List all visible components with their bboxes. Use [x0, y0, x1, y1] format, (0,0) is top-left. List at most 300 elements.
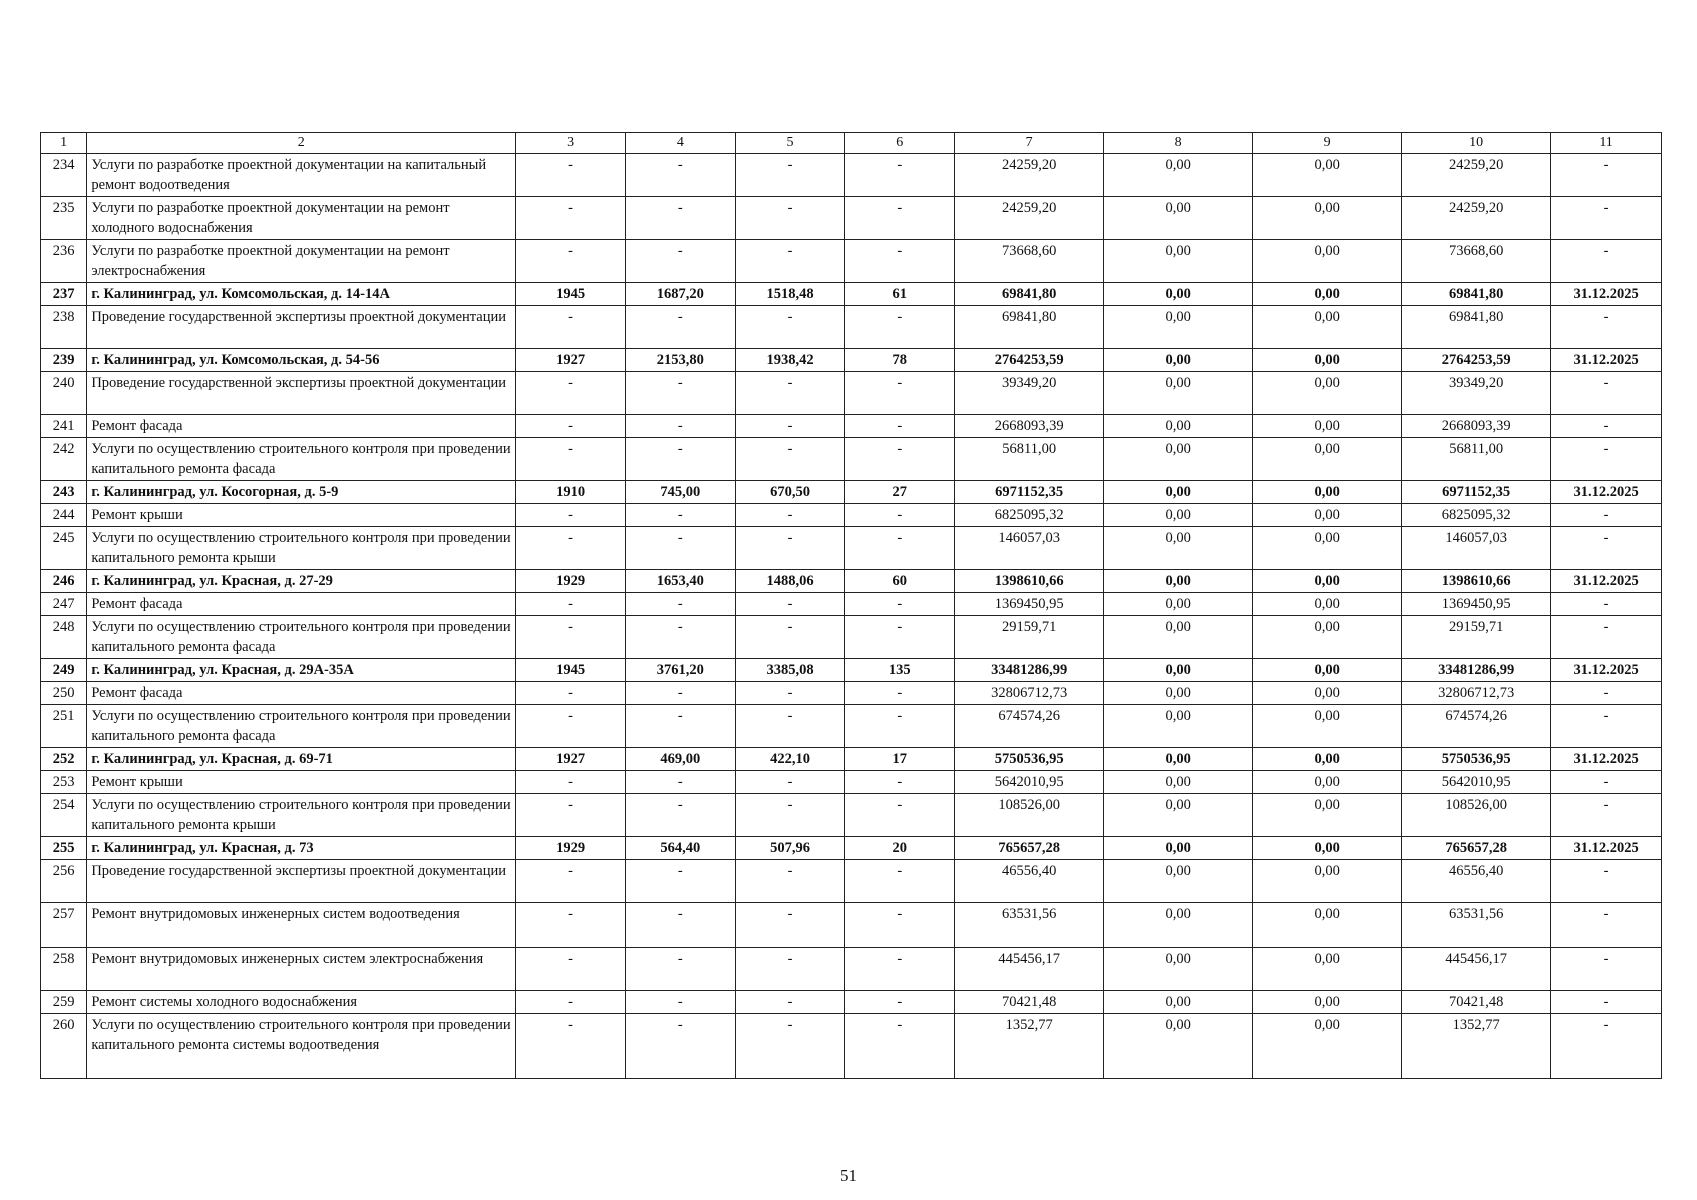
col5-cell: -: [735, 306, 845, 349]
col6-cell: 78: [845, 349, 955, 372]
col4-cell: 469,00: [625, 748, 735, 771]
work-item-row: [41, 415, 1662, 438]
col6-cell: -: [845, 705, 955, 748]
col3-cell: 1927: [516, 349, 626, 372]
row-number-cell: 252: [41, 748, 87, 771]
col7-cell: 5750536,95: [955, 748, 1104, 771]
col5-cell: -: [735, 682, 845, 705]
col8-cell: 0,00: [1104, 504, 1253, 527]
col10-cell: 2764253,59: [1402, 349, 1551, 372]
work-name-cell: Ремонт крыши: [87, 504, 516, 527]
work-item-row: [41, 593, 1662, 616]
col4-cell: -: [625, 991, 735, 1014]
col9-cell: 0,00: [1253, 481, 1402, 504]
col4-cell: -: [625, 415, 735, 438]
col7-cell: 70421,48: [955, 991, 1104, 1014]
col11-cell: -: [1551, 372, 1662, 415]
col3-cell: -: [516, 197, 626, 240]
col4-cell: -: [625, 903, 735, 948]
col6-cell: 60: [845, 570, 955, 593]
col7-cell: 445456,17: [955, 948, 1104, 991]
col11-cell: -: [1551, 903, 1662, 948]
col4-cell: -: [625, 771, 735, 794]
col6-cell: -: [845, 438, 955, 481]
house-address-row: [41, 659, 1662, 682]
col3-cell: -: [516, 616, 626, 659]
work-item-row: [41, 197, 1662, 240]
col9-cell: 0,00: [1253, 794, 1402, 837]
col5-cell: 1488,06: [735, 570, 845, 593]
work-name-cell: г. Калининград, ул. Красная, д. 69-71: [87, 748, 516, 771]
work-item-row: [41, 1014, 1662, 1079]
col6-cell: -: [845, 948, 955, 991]
col3-cell: -: [516, 794, 626, 837]
col6-cell: 17: [845, 748, 955, 771]
col11-cell: 31.12.2025: [1551, 349, 1662, 372]
col9-cell: 0,00: [1253, 570, 1402, 593]
col7-cell: 5642010,95: [955, 771, 1104, 794]
col8-cell: 0,00: [1104, 1014, 1253, 1079]
col10-cell: 69841,80: [1402, 306, 1551, 349]
work-item-row: [41, 527, 1662, 570]
work-item-row: [41, 860, 1662, 903]
col8-cell: 0,00: [1104, 837, 1253, 860]
col10-cell: 24259,20: [1402, 154, 1551, 197]
col3-cell: -: [516, 372, 626, 415]
col3-cell: 1945: [516, 283, 626, 306]
col11-cell: -: [1551, 991, 1662, 1014]
column-header: 4: [625, 133, 735, 154]
col4-cell: -: [625, 1014, 735, 1079]
col5-cell: -: [735, 527, 845, 570]
col3-cell: -: [516, 415, 626, 438]
work-name-cell: Услуги по осуществлению строительного контроля при проведении капитального ремонта фасада: [87, 438, 516, 481]
col10-cell: 765657,28: [1402, 837, 1551, 860]
col8-cell: 0,00: [1104, 240, 1253, 283]
col9-cell: 0,00: [1253, 860, 1402, 903]
col3-cell: 1929: [516, 570, 626, 593]
col8-cell: 0,00: [1104, 794, 1253, 837]
row-number-cell: 246: [41, 570, 87, 593]
row-number-cell: 259: [41, 991, 87, 1014]
work-name-cell: Ремонт системы холодного водоснабжения: [87, 991, 516, 1014]
col9-cell: 0,00: [1253, 415, 1402, 438]
col4-cell: 745,00: [625, 481, 735, 504]
col9-cell: 0,00: [1253, 372, 1402, 415]
col11-cell: -: [1551, 682, 1662, 705]
work-item-row: [41, 903, 1662, 948]
col7-cell: 69841,80: [955, 283, 1104, 306]
col4-cell: -: [625, 372, 735, 415]
col7-cell: 24259,20: [955, 154, 1104, 197]
col11-cell: -: [1551, 438, 1662, 481]
house-address-row: [41, 283, 1662, 306]
col8-cell: 0,00: [1104, 771, 1253, 794]
col9-cell: 0,00: [1253, 903, 1402, 948]
col5-cell: 1938,42: [735, 349, 845, 372]
work-item-row: [41, 240, 1662, 283]
work-item-row: [41, 705, 1662, 748]
col5-cell: -: [735, 504, 845, 527]
col4-cell: 2153,80: [625, 349, 735, 372]
col11-cell: -: [1551, 240, 1662, 283]
col5-cell: -: [735, 771, 845, 794]
col6-cell: -: [845, 240, 955, 283]
repair-program-table: [40, 132, 1662, 1079]
col10-cell: 108526,00: [1402, 794, 1551, 837]
col7-cell: 29159,71: [955, 616, 1104, 659]
col4-cell: -: [625, 794, 735, 837]
col5-cell: 422,10: [735, 748, 845, 771]
col4-cell: -: [625, 240, 735, 283]
col11-cell: -: [1551, 306, 1662, 349]
work-item-row: [41, 372, 1662, 415]
col5-cell: 670,50: [735, 481, 845, 504]
column-header: 2: [87, 133, 516, 154]
work-name-cell: Услуги по разработке проектной документации на ремонт холодного водоснабжения: [87, 197, 516, 240]
work-name-cell: Проведение государственной экспертизы проектной документации: [87, 372, 516, 415]
col9-cell: 0,00: [1253, 659, 1402, 682]
col9-cell: 0,00: [1253, 948, 1402, 991]
col9-cell: 0,00: [1253, 1014, 1402, 1079]
col8-cell: 0,00: [1104, 283, 1253, 306]
col4-cell: 3761,20: [625, 659, 735, 682]
col3-cell: -: [516, 154, 626, 197]
col7-cell: 146057,03: [955, 527, 1104, 570]
repair-program-table-sheet: [40, 132, 1662, 1079]
col5-cell: -: [735, 948, 845, 991]
work-item-row: [41, 154, 1662, 197]
col9-cell: 0,00: [1253, 991, 1402, 1014]
col3-cell: -: [516, 903, 626, 948]
col10-cell: 33481286,99: [1402, 659, 1551, 682]
work-name-cell: г. Калининград, ул. Красная, д. 27-29: [87, 570, 516, 593]
col5-cell: 1518,48: [735, 283, 845, 306]
col10-cell: 2668093,39: [1402, 415, 1551, 438]
page-number: 51: [840, 1166, 857, 1185]
work-item-row: [41, 438, 1662, 481]
work-item-row: [41, 771, 1662, 794]
col7-cell: 63531,56: [955, 903, 1104, 948]
row-number-cell: 249: [41, 659, 87, 682]
col11-cell: -: [1551, 616, 1662, 659]
col9-cell: 0,00: [1253, 306, 1402, 349]
col7-cell: 73668,60: [955, 240, 1104, 283]
column-header: 5: [735, 133, 845, 154]
col8-cell: 0,00: [1104, 593, 1253, 616]
col3-cell: 1927: [516, 748, 626, 771]
row-number-cell: 244: [41, 504, 87, 527]
col6-cell: -: [845, 527, 955, 570]
col10-cell: 6825095,32: [1402, 504, 1551, 527]
col7-cell: 2764253,59: [955, 349, 1104, 372]
col4-cell: 1653,40: [625, 570, 735, 593]
col5-cell: 3385,08: [735, 659, 845, 682]
row-number-cell: 243: [41, 481, 87, 504]
house-address-row: [41, 481, 1662, 504]
row-number-cell: 247: [41, 593, 87, 616]
col11-cell: 31.12.2025: [1551, 570, 1662, 593]
col6-cell: 135: [845, 659, 955, 682]
col5-cell: 507,96: [735, 837, 845, 860]
col9-cell: 0,00: [1253, 705, 1402, 748]
col5-cell: -: [735, 593, 845, 616]
col11-cell: -: [1551, 197, 1662, 240]
col3-cell: -: [516, 948, 626, 991]
col10-cell: 70421,48: [1402, 991, 1551, 1014]
col9-cell: 0,00: [1253, 527, 1402, 570]
col7-cell: 39349,20: [955, 372, 1104, 415]
col6-cell: -: [845, 372, 955, 415]
col6-cell: -: [845, 860, 955, 903]
work-name-cell: г. Калининград, ул. Красная, д. 29А-35А: [87, 659, 516, 682]
row-number-cell: 245: [41, 527, 87, 570]
col7-cell: 6971152,35: [955, 481, 1104, 504]
col6-cell: -: [845, 1014, 955, 1079]
work-item-row: [41, 794, 1662, 837]
col9-cell: 0,00: [1253, 593, 1402, 616]
col4-cell: -: [625, 682, 735, 705]
work-item-row: [41, 991, 1662, 1014]
col10-cell: 5750536,95: [1402, 748, 1551, 771]
col9-cell: 0,00: [1253, 283, 1402, 306]
col5-cell: -: [735, 991, 845, 1014]
col3-cell: -: [516, 593, 626, 616]
col8-cell: 0,00: [1104, 527, 1253, 570]
col6-cell: -: [845, 771, 955, 794]
col4-cell: -: [625, 860, 735, 903]
col7-cell: 56811,00: [955, 438, 1104, 481]
row-number-cell: 257: [41, 903, 87, 948]
column-header: 8: [1104, 133, 1253, 154]
col7-cell: 69841,80: [955, 306, 1104, 349]
col10-cell: 146057,03: [1402, 527, 1551, 570]
work-name-cell: Услуги по осуществлению строительного контроля при проведении капитального ремонта фасада: [87, 705, 516, 748]
col5-cell: -: [735, 794, 845, 837]
column-number-header-row: [41, 133, 1662, 154]
col10-cell: 1369450,95: [1402, 593, 1551, 616]
row-number-cell: 255: [41, 837, 87, 860]
col8-cell: 0,00: [1104, 197, 1253, 240]
column-header: 3: [516, 133, 626, 154]
column-header: 6: [845, 133, 955, 154]
col4-cell: -: [625, 705, 735, 748]
work-name-cell: г. Калининград, ул. Красная, д. 73: [87, 837, 516, 860]
col7-cell: 24259,20: [955, 197, 1104, 240]
col11-cell: -: [1551, 504, 1662, 527]
col5-cell: -: [735, 860, 845, 903]
col5-cell: -: [735, 903, 845, 948]
col5-cell: -: [735, 616, 845, 659]
col6-cell: -: [845, 682, 955, 705]
col5-cell: -: [735, 197, 845, 240]
row-number-cell: 240: [41, 372, 87, 415]
work-name-cell: Проведение государственной экспертизы проектной документации: [87, 860, 516, 903]
col7-cell: 765657,28: [955, 837, 1104, 860]
col7-cell: 6825095,32: [955, 504, 1104, 527]
col8-cell: 0,00: [1104, 748, 1253, 771]
col6-cell: 20: [845, 837, 955, 860]
col11-cell: -: [1551, 593, 1662, 616]
row-number-cell: 254: [41, 794, 87, 837]
row-number-cell: 260: [41, 1014, 87, 1079]
work-name-cell: Услуги по осуществлению строительного контроля при проведении капитального ремонта крыши: [87, 527, 516, 570]
col3-cell: -: [516, 306, 626, 349]
col8-cell: 0,00: [1104, 991, 1253, 1014]
col4-cell: -: [625, 197, 735, 240]
col3-cell: -: [516, 771, 626, 794]
col11-cell: 31.12.2025: [1551, 659, 1662, 682]
col11-cell: 31.12.2025: [1551, 481, 1662, 504]
col3-cell: 1929: [516, 837, 626, 860]
work-name-cell: Проведение государственной экспертизы проектной документации: [87, 306, 516, 349]
table-body: [41, 133, 1662, 1079]
col6-cell: 61: [845, 283, 955, 306]
col8-cell: 0,00: [1104, 372, 1253, 415]
col8-cell: 0,00: [1104, 438, 1253, 481]
col10-cell: 1352,77: [1402, 1014, 1551, 1079]
col6-cell: -: [845, 991, 955, 1014]
col10-cell: 69841,80: [1402, 283, 1551, 306]
col4-cell: 564,40: [625, 837, 735, 860]
col10-cell: 674574,26: [1402, 705, 1551, 748]
col6-cell: -: [845, 616, 955, 659]
col7-cell: 1352,77: [955, 1014, 1104, 1079]
col3-cell: -: [516, 504, 626, 527]
work-name-cell: Услуги по осуществлению строительного контроля при проведении капитального ремонта системы водоотведения: [87, 1014, 516, 1079]
col6-cell: -: [845, 903, 955, 948]
col7-cell: 1369450,95: [955, 593, 1104, 616]
col8-cell: 0,00: [1104, 682, 1253, 705]
work-name-cell: г. Калининград, ул. Комсомольская, д. 54-56: [87, 349, 516, 372]
col7-cell: 108526,00: [955, 794, 1104, 837]
row-number-cell: 236: [41, 240, 87, 283]
house-address-row: [41, 570, 1662, 593]
col11-cell: 31.12.2025: [1551, 283, 1662, 306]
col7-cell: 46556,40: [955, 860, 1104, 903]
col10-cell: 24259,20: [1402, 197, 1551, 240]
col7-cell: 674574,26: [955, 705, 1104, 748]
col10-cell: 46556,40: [1402, 860, 1551, 903]
col3-cell: -: [516, 438, 626, 481]
col8-cell: 0,00: [1104, 616, 1253, 659]
col8-cell: 0,00: [1104, 948, 1253, 991]
col5-cell: -: [735, 438, 845, 481]
col4-cell: 1687,20: [625, 283, 735, 306]
col8-cell: 0,00: [1104, 349, 1253, 372]
col8-cell: 0,00: [1104, 306, 1253, 349]
col10-cell: 5642010,95: [1402, 771, 1551, 794]
column-header: 10: [1402, 133, 1551, 154]
col8-cell: 0,00: [1104, 903, 1253, 948]
col9-cell: 0,00: [1253, 837, 1402, 860]
house-address-row: [41, 349, 1662, 372]
col9-cell: 0,00: [1253, 616, 1402, 659]
row-number-cell: 253: [41, 771, 87, 794]
col11-cell: 31.12.2025: [1551, 748, 1662, 771]
col3-cell: 1945: [516, 659, 626, 682]
col5-cell: -: [735, 240, 845, 283]
col4-cell: -: [625, 504, 735, 527]
column-header: 11: [1551, 133, 1662, 154]
row-number-cell: 250: [41, 682, 87, 705]
col10-cell: 445456,17: [1402, 948, 1551, 991]
col4-cell: -: [625, 306, 735, 349]
row-number-cell: 237: [41, 283, 87, 306]
row-number-cell: 256: [41, 860, 87, 903]
col4-cell: -: [625, 154, 735, 197]
col8-cell: 0,00: [1104, 481, 1253, 504]
col3-cell: -: [516, 991, 626, 1014]
row-number-cell: 238: [41, 306, 87, 349]
work-name-cell: Услуги по осуществлению строительного контроля при проведении капитального ремонта крыши: [87, 794, 516, 837]
col9-cell: 0,00: [1253, 154, 1402, 197]
col8-cell: 0,00: [1104, 415, 1253, 438]
row-number-cell: 258: [41, 948, 87, 991]
col11-cell: -: [1551, 154, 1662, 197]
work-item-row: [41, 504, 1662, 527]
col4-cell: -: [625, 527, 735, 570]
col9-cell: 0,00: [1253, 349, 1402, 372]
work-name-cell: Ремонт фасада: [87, 682, 516, 705]
col3-cell: -: [516, 705, 626, 748]
col10-cell: 1398610,66: [1402, 570, 1551, 593]
col4-cell: -: [625, 948, 735, 991]
col6-cell: -: [845, 415, 955, 438]
col6-cell: -: [845, 154, 955, 197]
col6-cell: -: [845, 504, 955, 527]
col5-cell: -: [735, 705, 845, 748]
col7-cell: 2668093,39: [955, 415, 1104, 438]
work-item-row: [41, 616, 1662, 659]
col7-cell: 1398610,66: [955, 570, 1104, 593]
col11-cell: -: [1551, 415, 1662, 438]
col5-cell: -: [735, 372, 845, 415]
col5-cell: -: [735, 1014, 845, 1079]
col5-cell: -: [735, 154, 845, 197]
col10-cell: 63531,56: [1402, 903, 1551, 948]
col9-cell: 0,00: [1253, 748, 1402, 771]
column-header: 1: [41, 133, 87, 154]
col6-cell: 27: [845, 481, 955, 504]
col10-cell: 39349,20: [1402, 372, 1551, 415]
row-number-cell: 241: [41, 415, 87, 438]
col11-cell: -: [1551, 948, 1662, 991]
work-item-row: [41, 306, 1662, 349]
col9-cell: 0,00: [1253, 682, 1402, 705]
col9-cell: 0,00: [1253, 771, 1402, 794]
work-name-cell: г. Калининград, ул. Комсомольская, д. 14-14А: [87, 283, 516, 306]
col3-cell: -: [516, 860, 626, 903]
col3-cell: -: [516, 682, 626, 705]
col9-cell: 0,00: [1253, 240, 1402, 283]
col3-cell: 1910: [516, 481, 626, 504]
col7-cell: 33481286,99: [955, 659, 1104, 682]
col3-cell: -: [516, 240, 626, 283]
col6-cell: -: [845, 306, 955, 349]
col10-cell: 56811,00: [1402, 438, 1551, 481]
column-header: 9: [1253, 133, 1402, 154]
col6-cell: -: [845, 197, 955, 240]
col10-cell: 73668,60: [1402, 240, 1551, 283]
col7-cell: 32806712,73: [955, 682, 1104, 705]
col8-cell: 0,00: [1104, 860, 1253, 903]
row-number-cell: 234: [41, 154, 87, 197]
col8-cell: 0,00: [1104, 570, 1253, 593]
col11-cell: -: [1551, 527, 1662, 570]
work-item-row: [41, 948, 1662, 991]
col11-cell: 31.12.2025: [1551, 837, 1662, 860]
